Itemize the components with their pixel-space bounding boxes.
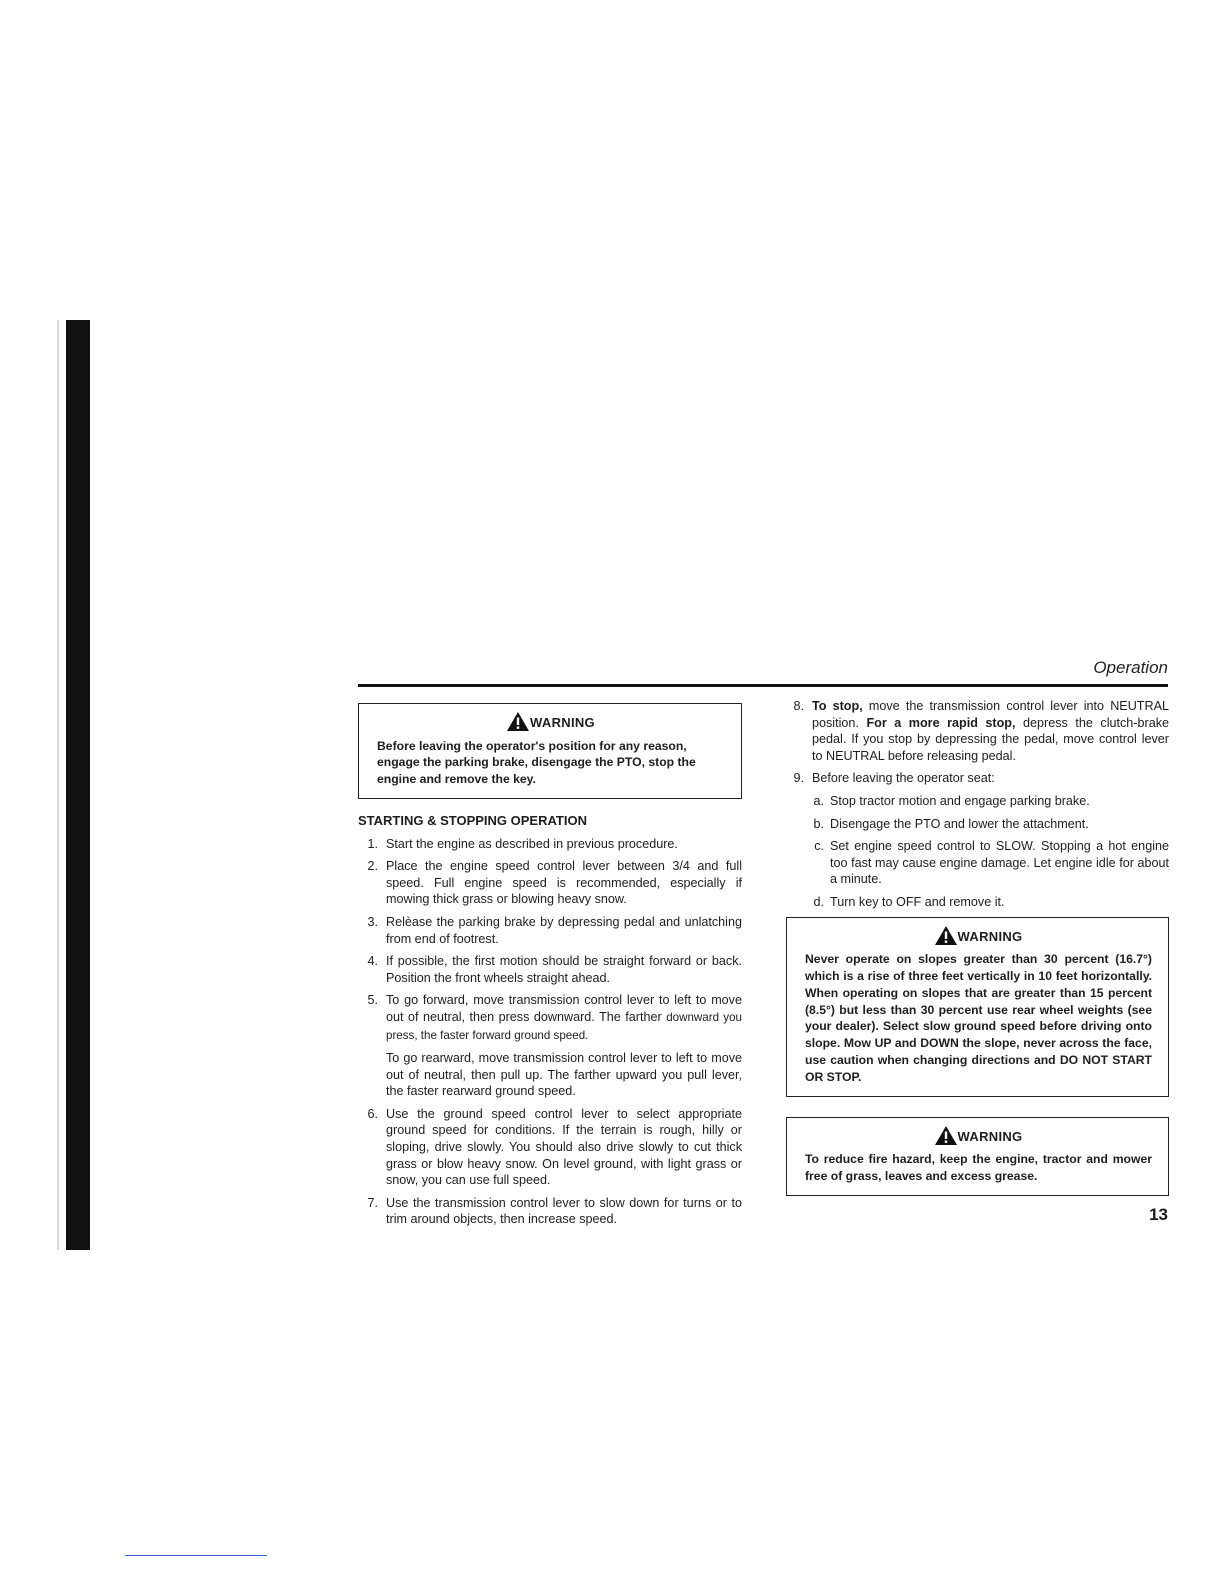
sub-steps-list (786, 793, 1169, 911)
warning-label: WARNING (957, 928, 1023, 944)
step-bold-rapid-stop: For a more rapid stop, (866, 715, 1016, 730)
step-text: Use the transmission control lever to slow down for turns or to trim around objects, then increase speed. (386, 1195, 742, 1227)
list-item (786, 698, 1169, 764)
sub-step-letter: a. (813, 793, 824, 808)
warning-triangle-icon (935, 926, 957, 945)
warning-triangle-icon (507, 712, 529, 731)
steps-list-continued (786, 698, 1169, 911)
step-text (386, 992, 742, 1100)
sub-step-text: Stop tractor motion and engage parking brake. (830, 793, 1090, 808)
left-column (358, 703, 742, 1234)
step-number: 2. (367, 859, 378, 874)
step-number: 4. (367, 954, 378, 969)
sub-step-letter: d. (813, 894, 824, 909)
list-item (358, 858, 742, 908)
list-item (358, 953, 742, 986)
warning-box-parking (358, 703, 742, 799)
warning-title (377, 712, 725, 732)
list-item (786, 770, 1169, 910)
warning-text-slopes: Never operate on slopes greater than 30 percent (16.7°) which is a rise of three feet vertically in 10 feet horizontally. When operating on slopes that are greater than 15 percent (8.5°) but less than 30 percent use rear wheel weights (see your dealer). Select slow ground speed before driving onto slope. Mow UP and DOWN the slope, never across the face, use caution when changing directions and DO NOT START OR STOP. (805, 952, 1152, 1084)
sub-list-item (786, 894, 1169, 911)
warning-box-slopes (786, 917, 1169, 1097)
step-number: 8. (793, 699, 804, 713)
step-number: 3. (367, 914, 378, 929)
step-text-forward: To go forward, move transmission control lever to left to move out of neutral, then press downward. The farther (386, 993, 742, 1024)
bottom-rule (125, 1555, 267, 1556)
list-item (358, 1106, 742, 1189)
sub-step-letter: c. (814, 839, 824, 854)
step-text: Use the ground speed control lever to select appropriate ground speed for conditions. If the terrain is rough, hilly or sloping, drive slowly. You should also drive slowly to cut thick grass or blow heavy snow. On level ground, with light grass or snow, you can use full speed. (386, 1106, 742, 1188)
sub-step-text: Turn key to OFF and remove it. (830, 894, 1005, 909)
page-number: 13 (1149, 1205, 1168, 1224)
sub-list-item (786, 838, 1169, 888)
step-text: Start the engine as described in previous procedure. (386, 836, 678, 851)
step-number: 6. (367, 1106, 378, 1121)
sub-step-text: Disengage the PTO and lower the attachment. (830, 816, 1089, 831)
step-bold-stop: To stop, (812, 699, 863, 713)
step-paragraph-rearward: To go rearward, move transmission control lever to left to move out of neutral, then pull up. The farther upward you pull lever, the faster rearward ground speed. (386, 1051, 742, 1099)
sub-list-item (786, 793, 1169, 810)
warning-triangle-icon (935, 1126, 957, 1145)
list-item (358, 836, 742, 853)
binding-edge-light (57, 320, 59, 1250)
step-text (812, 698, 1169, 764)
step-text-part: move the transmission control lever into NEUTRAL position. (812, 699, 1169, 730)
right-column (786, 698, 1169, 1196)
step-text: Before leaving the operator seat: (812, 771, 995, 786)
step-number: 7. (367, 1195, 378, 1210)
step-paragraph (386, 992, 742, 1044)
warning-title (805, 926, 1152, 946)
list-item (358, 1195, 742, 1228)
section-title: Operation (1093, 658, 1168, 677)
warning-label: WARNING (530, 715, 595, 730)
binding-edge-shadow (66, 320, 90, 1250)
warning-text-fire: To reduce fire hazard, keep the engine, tractor and mower free of grass, leaves and excess grease. (805, 1152, 1152, 1183)
warning-title (805, 1126, 1152, 1146)
warning-text-parking: Before leaving the operator's position for any reason, engage the parking brake, disengage the PTO, stop the engine and remove the key. (377, 738, 696, 787)
sub-list-item (786, 816, 1169, 833)
step-number: 1. (367, 836, 378, 851)
step-text-part: depress the clutch-brake pedal. If you stop by depressing the pedal, move control lever to NEUTRAL before releasing pedal. (812, 715, 1170, 763)
warning-box-fire (786, 1117, 1169, 1196)
sub-step-text: Set engine speed control to SLOW. Stopping a hot engine too fast may cause engine damage. Let engine idle for about a minute. (830, 839, 1169, 887)
list-item (358, 914, 742, 947)
steps-list (358, 836, 742, 1228)
step-text: If possible, the first motion should be straight forward or back. Position the front wheels straight ahead. (386, 954, 742, 985)
step-text-forward-small: downward you press, the faster forward ground speed. (386, 1010, 742, 1042)
header-rule (358, 684, 1168, 687)
step-text: Place the engine speed control lever between 3/4 and full speed. Full engine speed is recommended, especially if mowing thick grass or blowing heavy snow. (386, 859, 742, 907)
step-text: Relèase the parking brake by depressing pedal and unlatching from end of footrest. (386, 914, 742, 946)
list-item (358, 992, 742, 1100)
step-number: 5. (367, 993, 378, 1008)
sub-step-letter: b. (813, 816, 824, 831)
section-heading: STARTING & STOPPING OPERATION (358, 812, 587, 828)
warning-label: WARNING (957, 1128, 1023, 1144)
step-number: 9. (793, 771, 804, 786)
